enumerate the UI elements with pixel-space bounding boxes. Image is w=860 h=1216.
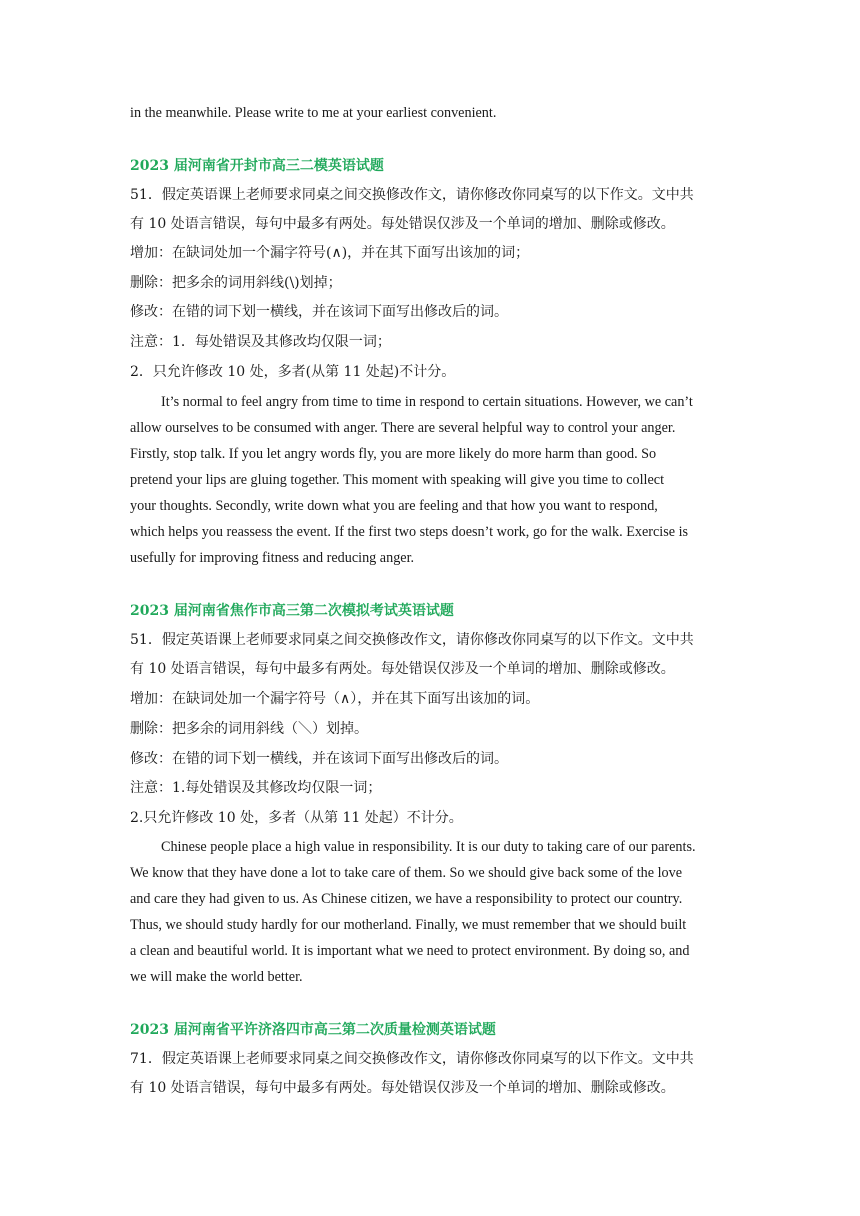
passage-line: Chinese people place a high value in responsibility. It is our duty to taking care of our parents. xyxy=(161,839,696,855)
instruction-line: 增加：在缺词处加一个漏字符号(∧)，并在其下面写出该加的词； xyxy=(130,245,530,261)
passage-line: and care they had given to us. As Chinese citizen, we have a responsibility to protect our country. xyxy=(130,891,683,907)
passage-line: usefully for improving fitness and reducing anger. xyxy=(130,550,415,566)
passage-line: It’s normal to feel angry from time to time in respond to certain situations. However, we can’t xyxy=(161,394,693,410)
instruction-line: 2．只允许修改 10 处，多者(从第 11 处起)不计分。 xyxy=(130,364,456,380)
passage-line: We know that they have done a lot to take care of them. So we should give back some of the love xyxy=(130,865,683,881)
instruction-line: 有 10 处语言错误，每句中最多有两处。每处错误仅涉及一个单词的增加、删除或修改。 xyxy=(130,1080,675,1096)
passage-line: allow ourselves to be consumed with anger. There are several helpful way to control your anger. xyxy=(130,420,676,436)
passage-line: which helps you reassess the event. If the first two steps doesn’t work, go for the walk. Exercise is xyxy=(130,524,689,540)
instruction-line: 有 10 处语言错误，每句中最多有两处。每处错误仅涉及一个单词的增加、删除或修改。 xyxy=(130,661,675,677)
intro-line: in the meanwhile. Please write to me at your earliest convenient. xyxy=(130,105,497,121)
passage-line: a clean and beautiful world. It is important what we need to protect environment. By doing so, and xyxy=(130,943,690,959)
passage-line: pretend your lips are gluing together. This moment with speaking will give you time to collect xyxy=(130,472,665,488)
instruction-line: 增加：在缺词处加一个漏字符号（∧），并在其下面写出该加的词。 xyxy=(130,691,540,707)
instruction-line: 注意：1.每处错误及其修改均仅限一词； xyxy=(130,780,382,796)
section-heading-kaifeng: 2023 届河南省开封市高三二模英语试题 xyxy=(130,158,384,174)
passage-line: we will make the world better. xyxy=(130,969,303,985)
passage-line: Thus, we should study hardly for our motherland. Finally, we must remember that we should built xyxy=(130,917,687,933)
instruction-line: 51．假定英语课上老师要求同桌之间交换修改作文，请你修改你同桌写的以下作文。文中共 xyxy=(130,632,694,648)
passage-line: Firstly, stop talk. If you let angry words fly, you are more likely do more harm than good. So xyxy=(130,446,657,462)
section-heading-pingxu: 2023 届河南省平许济洛四市高三第二次质量检测英语试题 xyxy=(130,1022,496,1038)
instruction-line: 删除：把多余的词用斜线（＼）划掉。 xyxy=(130,721,368,737)
instruction-line: 修改：在错的词下划一横线，并在该词下面写出修改后的词。 xyxy=(130,751,508,767)
section-heading-jiaozuo: 2023 届河南省焦作市高三第二次模拟考试英语试题 xyxy=(130,603,454,619)
instruction-line: 71．假定英语课上老师要求同桌之间交换修改作文，请你修改你同桌写的以下作文。文中共 xyxy=(130,1051,694,1067)
instruction-line: 注意：1．每处错误及其修改均仅限一词； xyxy=(130,334,391,350)
instruction-line: 2.只允许修改 10 处，多者（从第 11 处起）不计分。 xyxy=(130,810,463,826)
instruction-line: 删除：把多余的词用斜线(\)划掉； xyxy=(130,275,342,291)
instruction-line: 51．假定英语课上老师要求同桌之间交换修改作文，请你修改你同桌写的以下作文。文中共 xyxy=(130,187,694,203)
instruction-line: 修改：在错的词下划一横线，并在该词下面写出修改后的词。 xyxy=(130,304,508,320)
instruction-line: 有 10 处语言错误，每句中最多有两处。每处错误仅涉及一个单词的增加、删除或修改。 xyxy=(130,216,675,232)
passage-line: your thoughts. Secondly, write down what you are feeling and that how you want to respond, xyxy=(130,498,658,514)
